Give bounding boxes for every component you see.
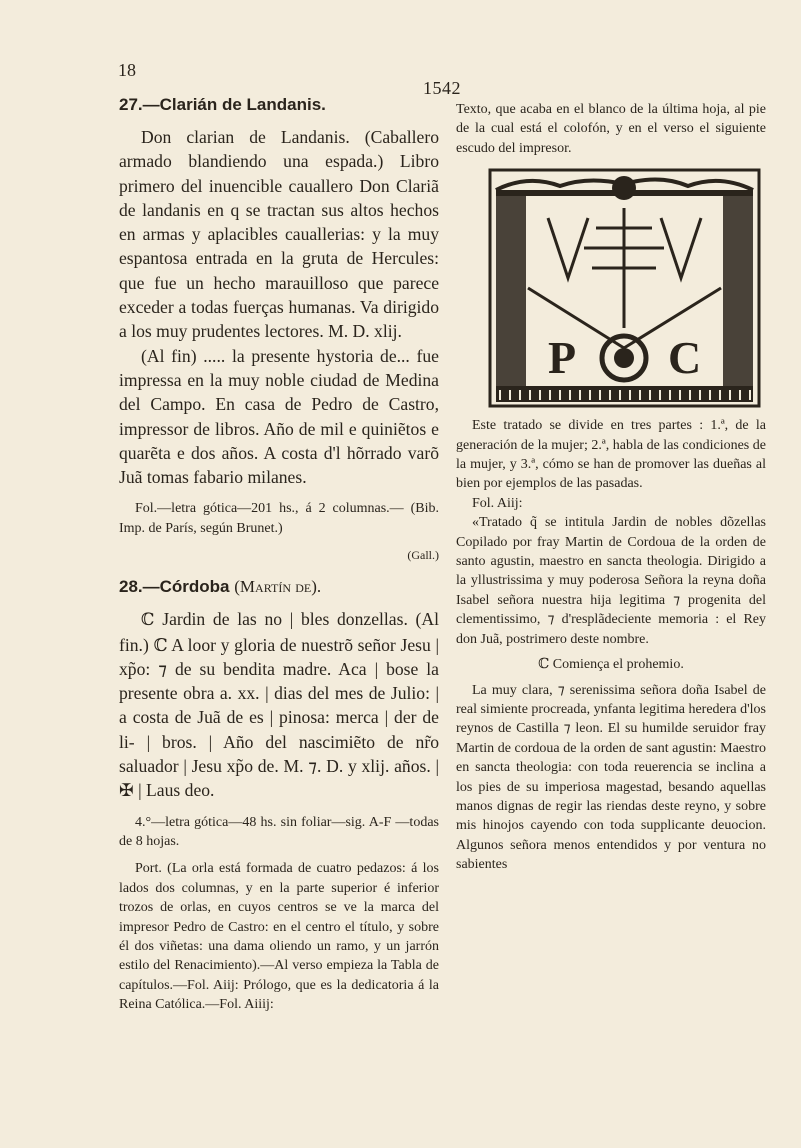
entry-27-title: Don clarian de Landanis. (Caballero armado blandiendo una espada.) Libro primero del inuencible cauallero Don Clariã de landanis en q se tractan sus altos hechos en armas y aplacibles cauallerias: y la muy espantosa entrada en la gruta de Hercules: que fue un hecho marauilloso que parece exceder a todas fuerças humanas. Va dirigido a los muy prudentes lectores. M. D. xlij.: [119, 127, 439, 342]
treatise-summary: Este tratado se divide en tres partes : 1.ª, de la generación de la mujer; 2.ª, habla de las condiciones de la mujer, y 3.ª, cómo se han de promover las dueñas al bien por ejemplos de las pasadas.: [456, 418, 766, 492]
entry-27-source: (Gall.): [407, 548, 439, 563]
entry-28-heading: [119, 577, 439, 597]
folio-ref: Fol. Aiij:: [472, 495, 523, 511]
left-column: [119, 95, 439, 1015]
entry-28-title: [119, 607, 439, 802]
treatise-incipit: «Tratado q̃ se intitula Jardin de nobles dõzellas Copilado por fray Martin de Cordoua de la orden de santo agustin, maestro en sancta theologia. Dirigido a la yllustrissima y muy poderosa Señora la reyna doña Isabel señora nuestra hija legitima ⁊ progenita del clementissimo, ⁊ d'resplãdeciente memoria : el Rey don Juã, postrimero deste nombre.: [456, 515, 766, 647]
entry-28-author: (Martín de).: [234, 577, 322, 597]
svg-text:P: P: [548, 332, 577, 384]
text-intro: Texto, que acaba en el blanco de la última hoja, al pie de la cual está el colofón, y en el verso el siguiente escudo del impresor.: [456, 102, 766, 156]
entry-27-heading: 27.—Clarián de Landanis.: [119, 95, 326, 114]
year-heading: 1542: [423, 78, 461, 98]
entry-27-colophon: (Al fin) ..... la presente hystoria de... fue impressa en la muy noble ciudad de Medina del Campo. En casa de Pedro de Castro, impressor de libros. Año de mil e quiniẽtos e quarẽta e dos años. A costa d'l hõrrado varõ Juã tomas fabario milanes.: [119, 345, 439, 488]
right-column: [456, 100, 766, 875]
prohemio-heading: ℂ Comiença el prohemio.: [538, 657, 684, 673]
prohemio-text: La muy clara, ⁊ serenissima señora doña Isabel de real simiente procreada, ynfanta legitima heredera d'los reynos de Castilla ⁊ leon. El su humilde seruidor fray Martin de cordoua de la orden de sant agustin: Maestro en sancta theologia: con toda reuerencia se inclina a los pies de su imperiosa magestad, besando aquellas manos dignas de regir las riendas deste reyno, y sobre mis hinojos cayendo con toda supplicante deuocion. Algunos señora menos entendidos y por ventura no sabientes: [456, 682, 766, 873]
entry-28-format: 4.°—letra gótica—48 hs. sin foliar—sig. A-F —todas de 8 hojas.: [119, 814, 439, 850]
svg-text:C: C: [668, 332, 702, 384]
entry-28-description: Port. (La orla está formada de cuatro pedazos: á los lados dos columnas, y en la parte superior é inferior trozos de orlas, en cuyos centros se ve la marca del impresor Pedro de Castro: en el centro el título, y sobre él dos viñetas: una dama oliendo un ramo, y un jarrón estilo del Renacimiento).—Al verso empieza la Tabla de capítulos.—Fol. Aiij: Prólogo, que es la dedicatoria á la Reina Católica.—Fol. Aiiij:: [119, 861, 439, 1013]
entry-28-title-text: Jardin de las no | bles donzellas. (Al fin.) ℂ A loor y gloria de nuestrõ señor Jesu | xp̃o: ⁊ de su bendita madre. Aca | bose la presente obra a. xx. | dias del mes de Julio: | a costa de Juã de es | pinosa: merca | der de li- | bros. | Año del nascimiẽto de nr̃o saluador | Jesu xp̃o de. M. ⁊. D. y xlij. años. | ✠ | Laus deo.: [119, 609, 439, 801]
printer-mark-woodcut: [488, 168, 761, 408]
paragraph-mark-icon: ℂ: [141, 610, 155, 630]
entry-28-number: 28.—Córdoba: [119, 577, 230, 597]
entry-27-description: Fol.—letra gótica—201 hs., á 2 columnas.— (Bib. Imp. de París, según Brunet.): [119, 501, 439, 536]
page-number: 18: [118, 60, 136, 80]
